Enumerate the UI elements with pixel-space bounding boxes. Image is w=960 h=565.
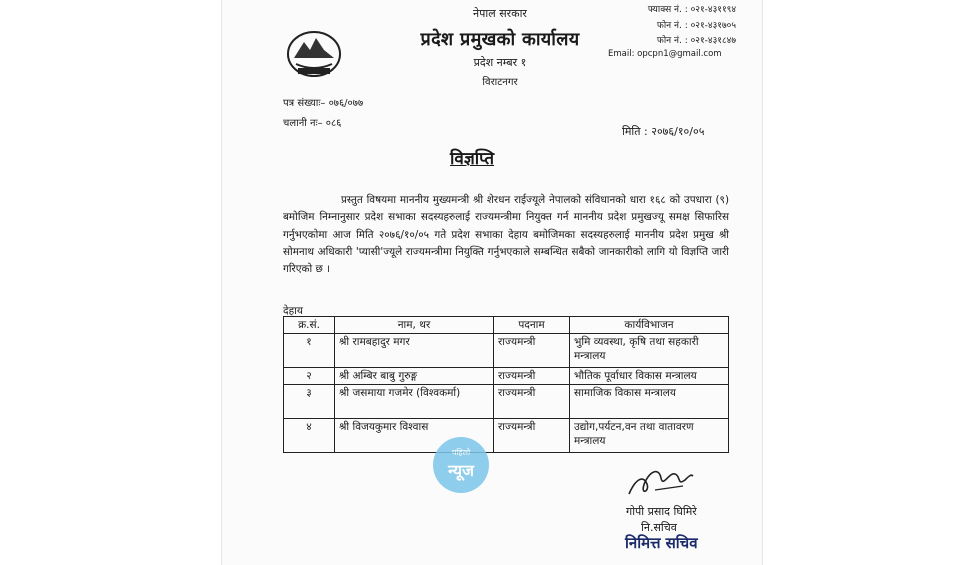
cell-name: श्री अम्बिर बाबु गुरुङ्ग [335, 368, 494, 385]
cell-name: श्री जसमाया गजमेर (विश्वकर्मा) [335, 385, 494, 419]
cell-serial: २ [284, 368, 335, 385]
cell-serial: ४ [284, 419, 335, 453]
watermark-stamp [433, 437, 489, 493]
table-header-row [284, 317, 729, 334]
table-row [284, 385, 729, 419]
office-name: प्रदेश प्रमुखको कार्यालय [420, 29, 580, 50]
dispatch-number: चलानी नः– ०८६ [283, 118, 342, 129]
signatory-post: नि.सचिव [641, 521, 677, 534]
email-address: Email: opcpn1@gmail.com [608, 49, 722, 59]
signature-icon [625, 460, 695, 500]
contact-block [608, 3, 736, 50]
notice-body [283, 192, 729, 278]
phone-number-1: फोन नं. : ०२१-४३१७०५ [656, 20, 736, 31]
letter-number: पत्र संख्याः– ०७६/०७७ [283, 98, 364, 109]
notice-title: विज्ञप्ति [450, 149, 495, 169]
cell-designation: राज्यमन्त्री [494, 385, 570, 419]
cell-serial: १ [284, 334, 335, 368]
cell-designation: राज्यमन्त्री [494, 419, 570, 453]
cell-designation: राज्यमन्त्री [494, 334, 570, 368]
cell-portfolio: भौतिक पूर्वाधार विकास मन्त्रालय [570, 368, 729, 385]
watermark-main-text: न्यूज [448, 461, 474, 480]
fax-number: फ्याक्स नं. : ०२१-४३११९४ [647, 5, 736, 15]
cell-name: श्री विजयकुमार विश्वास [335, 419, 494, 453]
cell-serial: ३ [284, 385, 335, 419]
signatory-stamp: निमित्त सचिव [625, 534, 698, 552]
cell-portfolio: सामाजिक विकास मन्त्रालय [570, 385, 729, 419]
letterhead [410, 2, 590, 88]
government-name: नेपाल सरकार [473, 7, 527, 20]
appointee-table [283, 316, 729, 453]
phone-number-2: फोन नं. : ०२१-४३१८४७ [656, 36, 736, 46]
nepal-emblem-icon [284, 24, 344, 80]
cell-portfolio: उद्योग,पर्यटन,वन तथा वातावरण मन्त्रालय [570, 419, 729, 453]
table-row [284, 419, 729, 453]
table-row [284, 368, 729, 385]
header-designation: पदनाम [494, 317, 570, 334]
notice-body-text: प्रस्तुत विषयमा माननीय मुख्यमन्त्री श्री शेरधन राईज्यूले नेपालको संविधानको धारा १६८ को उपधारा (९) बमोजिम निम्नानुसार प्रदेश सभाका सदस्यहरुलाई राज्यमन्त्रीमा नियुक्त गर्न माननीय प्रदेश प्रमुखज्यू समक्ष सिफारिस गर्नुभएकोमा आज मिति २०७६/१०/०५ गते प्रदेश सभाका देहाय बमोजिमका सदस्यहरुलाई माननीय प्रदेश प्रमुख श्री सोमनाथ अधिकारी 'प्यासी'ज्यूले राज्यमन्त्रीमा नियुक्ति गर्नुभएकाले सम्बन्धित सबैको जानकारीको लागि यो विज्ञप्ति जारी गरिएको छ । [283, 194, 729, 276]
letter-date: मिति : २०७६/१०/०५ [622, 125, 705, 138]
cell-designation: राज्यमन्त्री [494, 368, 570, 385]
city-name: विराटनगर [482, 77, 518, 88]
cell-portfolio: भुमि व्यवस्था, कृषि तथा सहकारी मन्त्रालय [570, 334, 729, 368]
header-name: नाम, थर [335, 317, 494, 334]
header-serial: क्र.सं. [284, 317, 335, 334]
header-portfolio: कार्यविभाजन [570, 317, 729, 334]
province-name: प्रदेश नम्बर १ [473, 56, 527, 69]
list-label: देहाय [283, 305, 303, 317]
cell-name: श्री रामबहादुर मगर [335, 334, 494, 368]
signatory-name: गोपी प्रसाद घिमिरे [626, 505, 697, 518]
table-row [284, 334, 729, 368]
watermark-top-text: पहिलो [451, 448, 471, 457]
